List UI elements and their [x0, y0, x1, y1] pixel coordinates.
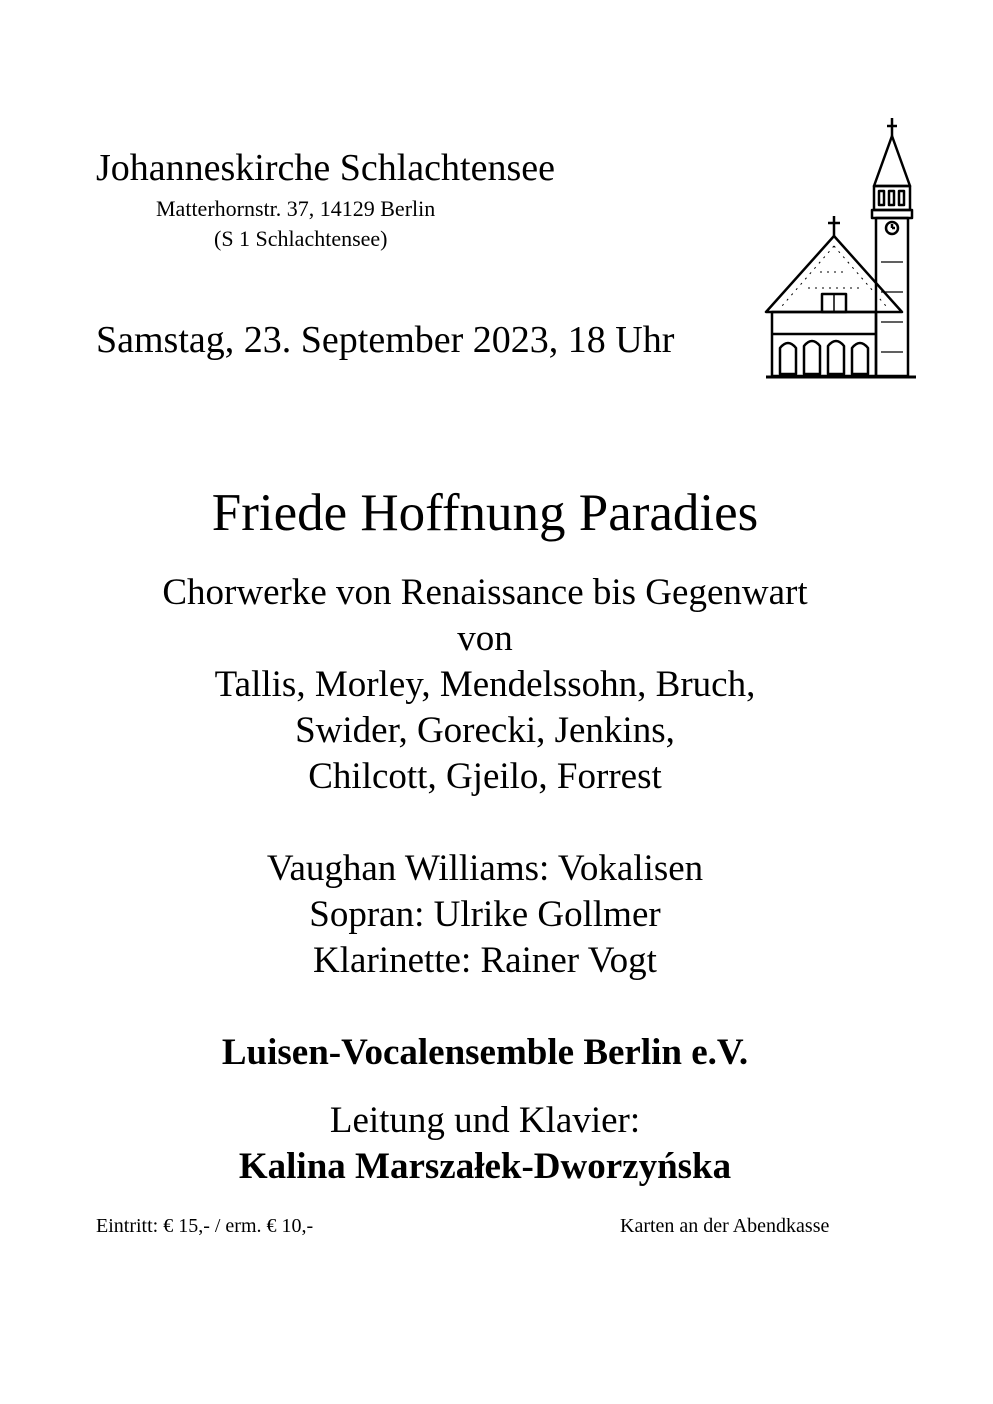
composers-line-2: Swider, Gorecki, Jenkins,	[295, 710, 675, 751]
transit-info: (S 1 Schlachtensee)	[214, 226, 388, 251]
program-line-3: Klarinette: Rainer Vogt	[313, 940, 657, 981]
church-drawing-icon	[760, 112, 925, 387]
composers-line-1: Tallis, Morley, Mendelssohn, Bruch,	[214, 664, 756, 705]
ticket-info: Karten an der Abendkasse	[620, 1215, 830, 1237]
concert-title: Friede Hoffnung Paradies	[211, 484, 759, 542]
program-line-1: Vaughan Williams: Vokalisen	[266, 848, 704, 889]
composers-line-3: Chilcott, Gjeilo, Forrest	[308, 756, 662, 797]
leitung-label: Leitung und Klavier:	[329, 1100, 641, 1141]
concert-subtitle: Chorwerke von Renaissance bis Gegenwart	[162, 572, 808, 613]
church-address: Matterhornstr. 37, 14129 Berlin	[156, 196, 436, 221]
von-line: von	[457, 618, 513, 659]
ensemble-name: Luisen-Vocalensemble Berlin e.V.	[221, 1032, 749, 1073]
conductor-name: Kalina Marszałek-Dworzyńska	[238, 1146, 732, 1187]
church-name: Johanneskirche Schlachtensee	[96, 147, 555, 189]
concert-date: Samstag, 23. September 2023, 18 Uhr	[96, 319, 675, 361]
program-line-2: Sopran: Ulrike Gollmer	[309, 894, 661, 935]
entry-price: Eintritt: € 15,- / erm. € 10,-	[96, 1215, 314, 1237]
